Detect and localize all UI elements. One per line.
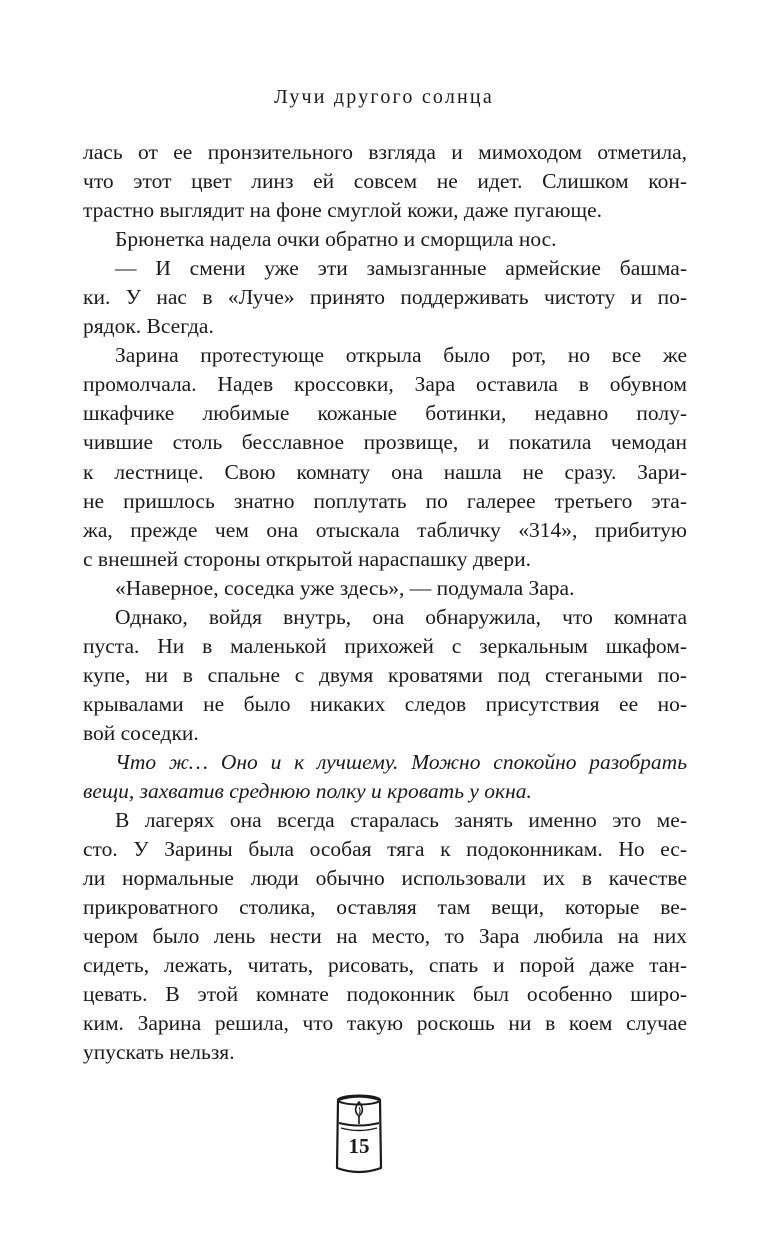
text-line: шкафчике любимые кожаные ботинки, недавно полу- (83, 401, 687, 426)
text-line: к лестнице. Свою комнату она нашла не сразу. Зари- (83, 459, 687, 484)
page-number: 15 (348, 1134, 370, 1158)
running-head: Лучи другого солнца (274, 86, 494, 108)
text-line: лась от ее пронзительного взгляда и мимоходом отметила, (83, 140, 687, 164)
text-line: что этот цвет линз ей совсем не идет. Слишком кон- (83, 169, 687, 194)
text-line: вой соседки. (83, 720, 199, 745)
text-line: «Наверное, соседка уже здесь», — подумала Зара. (115, 575, 575, 600)
text-line: промолчала. Надев кроссовки, Зара оставила в обувном (83, 372, 687, 397)
body-text (83, 138, 687, 1068)
text-line: ки. У нас в «Луче» принято поддерживать чистоту и по- (83, 285, 687, 310)
text-line: Брюнетка надела очки обратно и сморщила нос. (115, 227, 557, 252)
text-line: трастно выглядит на фоне смуглой кожи, даже пугающе. (83, 198, 602, 223)
text-line: ким. Зарина решила, что такую роскошь ни в коем случае (83, 1011, 687, 1036)
text-line: упускать нельзя. (83, 1040, 235, 1065)
text-line: Что ж… Оно и к лучшему. Можно спокойно разобрать (115, 749, 687, 774)
text-line: цевать. В этой комнате подоконник был особенно широ- (83, 982, 687, 1007)
text-line: купе, ни в спальне с двумя кроватями под стегаными по- (83, 662, 687, 687)
text-line: сидеть, лежать, читать, рисовать, спать и порой даже тан- (83, 953, 687, 978)
text-line: ли нормальные люди обычно использовали их в качестве (83, 866, 687, 891)
text-line: чером было лень нести на место, то Зара любила на них (83, 924, 687, 949)
text-line: чившие столь бесславное прозвище, и покатила чемодан (83, 430, 687, 455)
text-line: Однако, войдя внутрь, она обнаружила, что комната (115, 604, 687, 629)
text-line: В лагерях она всегда старалась занять именно это ме- (115, 808, 687, 833)
text-line: крывалами не было никаких следов присутствия ее но- (83, 691, 687, 716)
text-line: не пришлось знатно поплутать по галерее третьего эта- (83, 488, 687, 513)
text-line: пуста. Ни в маленькой прихожей с зеркальным шкафом- (83, 633, 687, 658)
text-line: вещи, захватив среднюю полку и кровать у окна. (83, 779, 532, 804)
text-line: с внешней стороны открытой нараспашку двери. (83, 546, 531, 571)
text-line: сто. У Зарины была особая тяга к подоконникам. Но ес- (83, 837, 687, 862)
text-line: прикроватного столика, оставляя там вещи, которые ве- (83, 895, 687, 920)
page-number-badge (332, 1090, 386, 1178)
text-line: жа, прежде чем она отыскала табличку «314», прибитую (83, 517, 687, 542)
text-line: рядок. Всегда. (83, 314, 214, 339)
text-line: — И смени уже эти замызганные армейские башма- (115, 256, 687, 281)
text-line: Зарина протестующе открыла было рот, но все же (115, 343, 687, 368)
